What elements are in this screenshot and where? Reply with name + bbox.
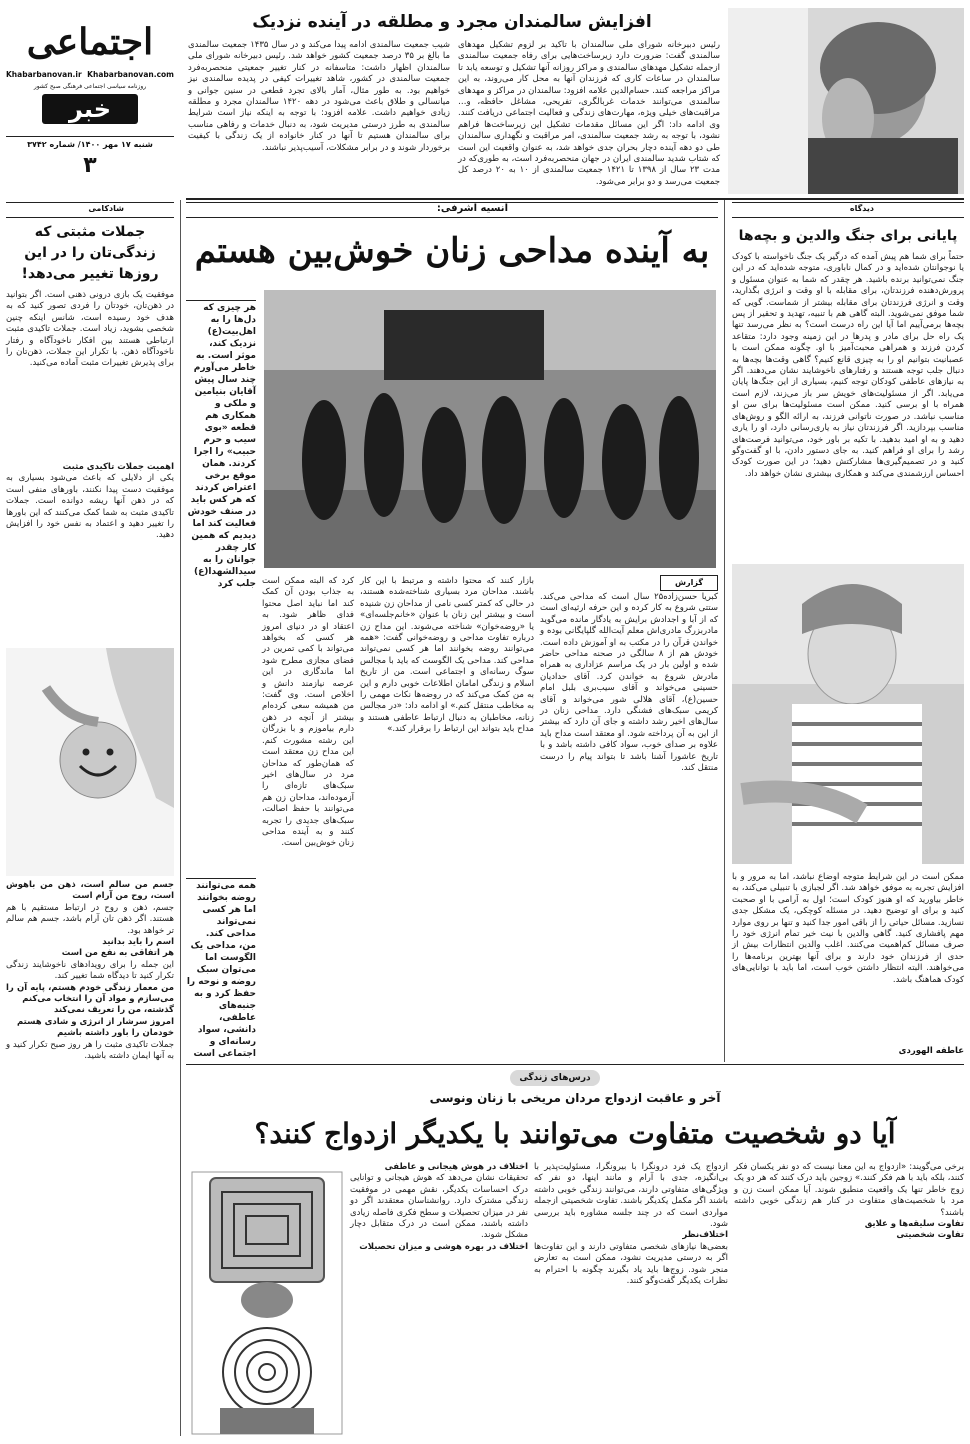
marriage-kicker: آخر و عاقبت ازدواج مردان مریخی با زنان ونوسی	[429, 1091, 721, 1105]
opinion-section-bar	[732, 202, 964, 218]
marriage-col-2	[534, 1162, 728, 1436]
marriage-illustration	[192, 1172, 342, 1434]
feature-kicker: انسیه اشرفی:	[436, 203, 508, 214]
opinion-headline: پایانی برای جنگ والدین و بچه‌ها	[738, 228, 958, 244]
marriage-col-1	[734, 1162, 964, 1436]
positive-headline: جملات مثبتی که زندگی‌تان را در این روزها تغییر می‌دهد!	[21, 224, 159, 282]
elderly-col-left: شیب جمعیت سالمندی ادامه پیدا می‌کند و در سال ۱۴۳۵ جمعیت سالمندی ما بالغ بر ۳۵ درصد جمعیت کشور خواهد شد. رئیس دبیرخانه شورای ملی سالمندان اظهار داشت: متاسفانه در کنار تغییر جمعیتی منحصربه‌فرد جمعیت سالمندی در کشور، شاهد تغییرات کیفی در پدیده سالمندی نیز خواهیم بود. به طور مثال، آمار بالای تجرد قطعی در سنین جوانی و میانسالی و طلاق باعث می‌شود در دهه ۱۴۲۰ سالمندان مجرد و مطلقه زیادی خواهیم داشت. علامه افزود: با توجه به اینکه نیاز است شرایط سالمندی به طرز درستی مدیریت شود، به دنبال خدمات و رفاهی مناسب برای سالمندان هستیم تا آنها در کنار خانواده از یک زندگی با کیفیت برخوردار شوند و در برابر مشکلات، آسیب‌پذیر نباشند.	[188, 40, 450, 153]
site-url-ir: Khabarbanovan.ir	[6, 70, 82, 79]
mourners-art	[264, 290, 716, 568]
opinion-body: حتماً برای شما هم پیش آمده که درگیر یک جنگ ناخواسته با کودک یا نوجوانتان شده‌اید و در کمال ناباوری، متوجه شده‌اید که در این جنگ نمی‌توانید برنده باشید. هر چقدر که شما به عنوان مسئول و پرورش‌دهنده فرزندتان، برای مقابله با او وقت و انرژی بگذارید، وقت و انرژی فرزندتان برای مقابله بیشتر از شماست. گویی که شما موفق نمی‌شوید. البته گاهی هم با تنبیه، تهدید و تحقیر از پس بچه‌ها برمی‌آییم اما آیا این راه درست است؟ به نظر می‌رسد تنها یک راه حل برای مادر و پدرها در این زمینه وجود دارد: متقاعد کردن فرزند و همراهی محبت‌آمیز با او. چگونه ممکن است با عصبانیت بتوانیم او را به چیزی قانع کنیم؟ گاهی وقت‌ها بچه‌ها به دنبال جلب توجه هستند و رفتارهای ناخوشایند نشان می‌دهند. اگر به نیازهای عاطفی کودکان توجه کنیم، بسیاری از این جنگ‌ها پایان می‌یابد. اگر از مسئولیت‌های خویش سر باز می‌زند، لازم است همراه با او برسی کنید. ممکن است مسئولیت‌ها برای سن او مناسب نباشد. در صورت ناتوانی فرزند، به ارائه الگو و روش‌های مناسب بپردازید. اگر فرزندتان نیاز به یاری‌رسانی دارد، او را یاری دهید و به او امید بدهید. با تکیه بر باور خود، می‌توانید فرصت‌های رشد را برای او فراهم کنید. به جای دستور دادن، با او گفت‌وگو کنید و در تصمیم‌گیری‌ها مشارکتش دهید؛ در این صورت کودک احساس ارزشمندی می‌کند و همکاری بیشتری نشان خواهد داد.	[732, 252, 964, 479]
marriage-h-e: اختلاف در بهره هوشی و میزان تحصیلات	[359, 1241, 528, 1252]
child-crying-photo	[732, 564, 964, 864]
feature-col-1: کبریا حسن‌زاده۲۵ سال است که مداحی می‌کند. ستتی شروع به کار کرده و این حرفه ارثیه‌ای است که از آبا و اجدادش برایش به یادگار مانده می‌گوید مادربزرگ مادری‌اش معلم آیت‌الله گلپایگانی بوده و خواندن قرآن را در مکتب به او آموزش داده است. خودش هم از ۸ سالگی در صحنه مداحی حاضر شده و اولین بار در یک مراسم عزاداری به همراه مادرش شروع به خواندن کرد. آقای حدادیان حسینی می‌خواند و آقای سیب‌بری بلبل امام حسین(ع)، آقای هلالی شور می‌خواند و آقای کریمی سبک‌های فشنگی دارد. مداحی زنان در سال‌های اخیر رشد داشته و جای آن دارد که بیشتر از این به آن پرداخته شود. او معتقد است مداح باید علاوه بر صدای خوب، سواد کافی داشته باشد و با تاریخ عاشورا آشنا باشد تا بتواند پیام را درست منتقل کند.	[540, 592, 718, 774]
logo-tagline: روزنامه سیاسی اجتماعی فرهنگی صبح کشور	[33, 83, 147, 90]
marriage-col-3	[350, 1162, 528, 1436]
site-url-com: Khabarbanovan.com	[87, 70, 174, 79]
marriage-h-d: اختلاف در هوش هیجانی و عاطفی	[384, 1162, 528, 1172]
marriage-col-4-text: تحقیقات نشان می‌دهد که هوش هیجانی و توانایی درک احساسات یکدیگر، نقش مهمی در موفقیت زندگی مشترک دارد. روانشناسان معتقدند اگر دو نفر در میزان تحصیلات و سطح فکری فاصله زیادی داشته باشند، ممکن است در درک متقابل دچار مشکل شوند.	[350, 1173, 528, 1241]
elderly-woman-photo	[728, 8, 964, 194]
feature-quote-2: همه می‌توانند روضه بخوانند اما هر کسی نمی‌تواند مداحی کند. من، مداحی یک الگوست اما می‌توان سبک روضه و نوحه را حفظ کرد و به جنبه‌های عاطفی، دانشی، سواد رسانه‌ای و اجتماعی است	[186, 881, 256, 1059]
positive-h5: من معمار زندگی خودم هستم، پایه آن را می‌سازم و مواد آن را انتخاب می‌کنم	[6, 982, 174, 1005]
smiley-ball-photo	[6, 648, 174, 876]
two-heads-art	[192, 1172, 342, 1434]
positive-h4: هر اتفاقی به نفع من است	[61, 948, 174, 959]
feature-quote-1: هر چیزی که دل‌ها را به اهل‌بیت(ع) نزدیک کند، موثر است. به خاطر می‌آورم چند سال پیش آقایان بنیامین و ملکی و همکاری هم قطعه «بوی سیب و حرم حبیب» را اجرا کردند. همان موقع برخی اعتراض کردند که هر کس باید در صنف خودش فعالیت کند اما دیدیم که همین کار چقدر جوانان را به سیدالشهدا(ع) جلب کرد	[187, 303, 256, 589]
positive-p2: جسم، ذهن و روح در ارتباط مستقیم با هم هستند. اگر ذهن تان آرام باشد، جسم هم سالم تر خواهد بود.	[6, 902, 174, 936]
report-tag-label: گزارش	[674, 578, 703, 587]
marriage-col-1-text: برخی می‌گویند: «ازدواج به این معنا نیست که دو نفر یکسان فکر کنند، بلکه باید با هم فکر کنند.» زوجین باید درک کنند که هر دو یک زوج خاطر تنها یک واقعیت منطبق شوند. آیا ممکن است زن و مرد با شخصیت‌های متفاوت در کنار هم زندگی خوبی داشته باشند؟	[734, 1162, 964, 1218]
section-title: اجتماعی	[26, 21, 154, 63]
marriage-headline: آیا دو شخصیت متفاوت می‌توانند با یکدیگر ازدواج کنند؟	[254, 1117, 896, 1150]
smiley-art	[6, 648, 174, 876]
elderly-photo-art	[728, 8, 964, 194]
elderly-headline: افزایش سالمندان مجرد و مطلقه در آینده نزدیک	[252, 12, 652, 32]
positive-p8: جملات تاکیدی مثبت را هر روز صبح تکرار کنید و به آنها ایمان داشته باشید.	[6, 1039, 174, 1062]
positive-section-label: شادکامی	[88, 204, 124, 213]
marriage-col-2-text: ازدواج یک فرد درونگرا با بیرونگرا، مسئولیت‌پذیر با بی‌انگیزه، جدی با آرام و مانند اینها، دو نفر که ویژگی‌های متفاوتی دارند، می‌توانند زندگی خوبی داشته باشند اگر مکمل یکدیگر باشند. تفاوت شخصیتی ازجمله مواردی است که در چند جلسه مشاوره باید بررسی شود.	[534, 1162, 728, 1230]
logo: خبر	[42, 94, 138, 124]
opinion-section-label: دیدگاه	[849, 204, 874, 213]
positive-h2: جسم من سالم است، ذهن من باهوش است، روح من آرام است	[6, 880, 174, 902]
marriage-section-label: درس‌های زندگی	[510, 1070, 600, 1086]
report-tag	[660, 575, 718, 591]
positive-h7: امروز سرشار از انرژی و شادی هستم	[16, 1016, 174, 1027]
positive-section-1	[6, 462, 174, 642]
marriage-h-a: تفاوت سلیقه‌ها و علایق	[864, 1219, 964, 1230]
masthead	[6, 6, 174, 186]
positive-p1: یکی از دلایلی که باعث می‌شود بسیاری به موفقیت دست پیدا نکنند، باورهای منفی است که در ذهن آنها ریشه دوانده است. جملات تاکیدی مثبت به شما کمک می‌کنند که این باورها را تغییر دهید و اعتماد به نفس خود را افزایش دهید.	[6, 473, 174, 541]
page-number: ۳	[83, 153, 97, 178]
issue-date: شنبه ۱۷ مهر ۱۴۰۰/ شماره ۳۷۴۲	[6, 136, 174, 149]
feature-headline: به آینده مداحی زنان خوش‌بین هستم	[194, 231, 710, 271]
feature-col-3: کرد که البته ممکن است به جذاب بودن آن کمک کند اما نباید اصل محتوا فدای ظاهر شود. به اعتقاد او در دنیای امروز هر کسی که بخواهد می‌تواند با کمی تمرین در فضای مجازی مطرح شود اما ماندگاری در این عرصه نیازمند دانش و اخلاص است. وی گفت: من همیشه سعی کرده‌ام بیشتر از آنچه در ذهن دارم بیاموزم و با بزرگان این رشته مشورت کنم. این مداح زن معتقد است که همان‌طور که مداحان مرد در سال‌های اخیر سبک‌های تازه‌ای را آزموده‌اند، مداحان زن هم می‌توانند با حفظ اصالت، سبک‌های جدیدی را تجربه کنند و به آینده مداحی زنان خوش‌بین است.	[262, 576, 354, 849]
marriage-h-b: تفاوت شخصیتی	[896, 1230, 964, 1241]
opinion-author: عاطفه الهوردی	[898, 1046, 964, 1056]
positive-h3: اسم را باید بدانید	[102, 937, 174, 948]
opinion-body-2: ممکن است در این شرایط متوجه اوضاع نباشد، اما به مرور و با افزایش تجربه به موفق خواهد شد. اگر لجبازی با تنبیلی می‌کند، به خاطر بیاورید که او هنوز کودک است؛ اول به آرامی با او صحبت کنید و برای او توضیح دهید. در مسئله کوچکی، یک مشکل جدی نسازید. مسائل حیاتی را از باقی امور جدا کنید و تنها بر روی موارد مهم پافشاری کنید. گاهی والدین با نیت خیر تمام انرژی خود را صرف مسائل کم‌اهمیت می‌کنند. اغلب والدین انتظارات بیش از حدی از فرزندان خود دارند و برای آنها بهترین برنامه‌ها را می‌خواهند. البته انتظار داشتن خوب است، اما باید با توانایی‌های کودک هماهنگ باشد.	[732, 872, 964, 985]
positive-h6: گذشته، من را تعریف نمی‌کند	[53, 1005, 174, 1016]
positive-h8: خودمان را باور داشته باشیم	[57, 1028, 174, 1039]
marriage-col-3-text: بعضی‌ها نیازهای شخصی متفاوتی دارند و این تفاوت‌ها اگر به درستی مدیریت نشود، ممکن است به تعارض منجر شود. زوج‌ها باید یاد بگیرند چگونه با احترام به نظرات یکدیگر گفت‌وگو کنند.	[534, 1241, 728, 1287]
positive-section-2	[6, 880, 174, 1436]
positive-h1: اهمیت جملات تاکیدی مثبت	[62, 462, 174, 472]
positive-section-bar	[6, 202, 174, 218]
marriage-h-c: اختلاف‌نظر	[682, 1230, 728, 1241]
positive-intro: موفقیت یک بازی درونی ذهنی است. اگر بتوانید در ذهن‌تان، خودتان را فردی تصور کنید که به هدف خود رسیده است، شانس اینکه چنین شخصی بشوید، زیاد است. جملات تاکیدی مثبت ارتباطی هستند بین افکار ناخودآگاه و رفتار ناخودآگاه ذهن. با تکرار این جملات، ذهن‌تان را برای پذیرش تغییرات مثبت آماده می‌کنید.	[6, 290, 174, 369]
feature-kicker-bar	[186, 202, 718, 218]
feature-col-2: بازار کنند که محتوا داشته و مرتبط با این کار باشند. مداحان مرد بسیاری شناخته‌شده هستند، در حالی که کمتر کسی نامی از مداحان زن شنیده است و بیشتر این زنان با عنوان «خانم‌جلسه‌ای» یا «روضه‌خوان» شناخته می‌شوند. این مداح زن درباره تفاوت مداحی و روضه‌خوانی گفت: «همه می‌توانند روضه بخوانند اما هر کسی نمی‌تواند مداحی کند. مداحی یک الگوست که باید با مجالس سوگ رسانه‌ای و اجتماعی است. من از تاریخ اسلام و زندگی امامان اطلاعات خوبی دارم و این به من کمک می‌کند که در روضه‌ها نکات مهمی را به مخاطب منتقل کنم.» او ادامه داد: «در مجالس زنانه، مخاطبان به دنبال ارتباط عاطفی هستند و مداح باید بتواند این ارتباط را برقرار کند.»	[360, 576, 534, 735]
elderly-col-right: رئیس دبیرخانه شورای ملی سالمندان با تاکید بر لزوم تشکیل مهدهای سالمندی گفت: ضرورت دارد زیرساخت‌هایی برای رفاه جمعیت سالمندی ازجمله تشکیل مهدهای سالمندی و مراکز روزانه آنها تشکیل و توسعه یابد تا سالمندان در ساعات کاری که فرزندان آنها به محل کار می‌روند، به این مراکز مراجعه کنند. حسام‌الدین علامه افزود: سالمندان در مراکز و مهدهای سالمندی می‌توانند خدمات غربالگری، تفریحی، مشاغل حافظه، و… مراقبت‌های خیلی ویژه، مهارت‌های زندگی و فعالیت اجتماعی دریافت کنند. وی ادامه داد: اگر این مسائل مقدمات تشکیل این زیرساخت‌ها فراهم نشود، با توجه به رشد جمعیت سالمندی، امر مراقبت و نگهداری سالمندان طی دو دهه آینده دچار بحران جدی خواهد شد، به عنوان واقعیت این است که شتاب شدید سالمندی ایران در جهان منحصربه‌فرد است، به طوری‌که در مدت ۲۳ سال از ۱۳۹۸ تا ۱۴۲۱ جمعیت سالمندی از ۱۰ به ۲۰ درصد کل جمعیت می‌رسد و دو برابر می‌شود.	[458, 40, 721, 187]
positive-p4: این جمله را برای رویدادهای ناخوشایند زندگی تکرار کنید تا دیدگاه شما تغییر کند.	[6, 959, 174, 982]
feature-mourners-photo	[264, 290, 716, 568]
child-art	[732, 564, 964, 864]
